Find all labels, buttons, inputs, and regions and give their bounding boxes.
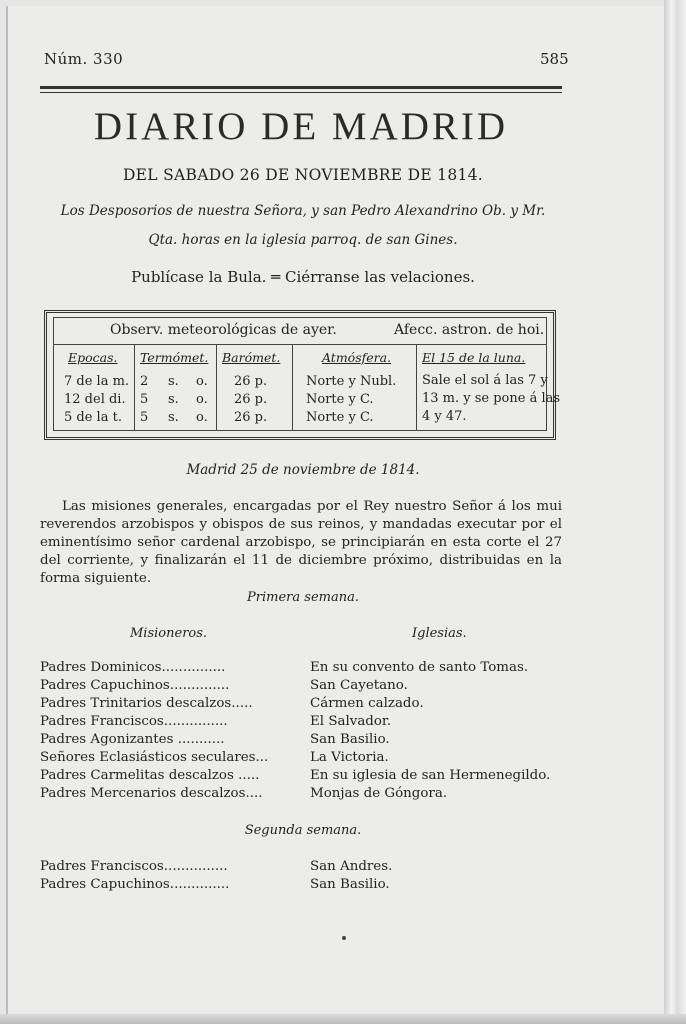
week1-title: Primera semana. <box>247 590 359 605</box>
missioner: Padres Agonizantes ........... <box>40 732 225 747</box>
church: Monjas de Góngora. <box>310 786 448 801</box>
list-item <box>40 678 580 696</box>
week2-title: Segunda semana. <box>244 823 362 838</box>
ink-spot <box>342 936 346 940</box>
list-item <box>40 732 580 750</box>
col-header-luna: El 15 de la luna. <box>422 350 526 365</box>
weather-temp-mark: o. <box>196 374 208 389</box>
church: En su convento de santo Tomas. <box>310 660 529 675</box>
weather-atmosphere: Norte y C. <box>306 392 374 407</box>
weather-epoca: 5 de la t. <box>64 410 122 425</box>
col-header-epocas: Epocas. <box>68 350 118 365</box>
list-item <box>40 750 580 768</box>
weather-temp: 5 <box>140 410 149 425</box>
church: San Andres. <box>310 859 393 874</box>
church: La Victoria. <box>310 750 389 765</box>
missioner: Señores Eclasiásticos seculares... <box>40 750 269 765</box>
weather-temp-unit: s. <box>168 392 179 407</box>
weather-epoca: 12 del di. <box>64 392 126 407</box>
missioner: Padres Mercenarios descalzos.... <box>40 786 263 801</box>
weather-atmosphere: Norte y Nubl. <box>306 374 397 389</box>
list-item <box>40 714 580 732</box>
church: San Basilio. <box>310 877 390 892</box>
weather-temp-unit: s. <box>168 410 179 425</box>
issue-number: Núm. 330 <box>44 50 124 68</box>
masthead-title: DIARIO DE MADRID <box>93 105 509 148</box>
weather-table <box>44 310 561 440</box>
church: San Cayetano. <box>310 678 408 693</box>
weather-table-inner <box>53 317 561 431</box>
list-item <box>40 877 580 895</box>
weather-temp-mark: o. <box>196 392 208 407</box>
weather-temp: 2 <box>140 374 149 389</box>
col-header-barometro: Barómet. <box>222 350 281 365</box>
col-header-churches: Iglesias. <box>412 626 467 641</box>
page-edge <box>664 0 686 1024</box>
weather-barometer: 26 p. <box>234 410 268 425</box>
list-item <box>40 859 580 877</box>
missioner: Padres Capuchinos.............. <box>40 877 230 892</box>
weather-temp-unit: s. <box>168 374 179 389</box>
col-header-missioners: Misioneros. <box>130 626 208 641</box>
church: San Basilio. <box>310 732 390 747</box>
list-item <box>40 696 580 714</box>
list-item <box>40 786 580 804</box>
missioner: Padres Franciscos............... <box>40 859 228 874</box>
missioner: Padres Franciscos............... <box>40 714 228 729</box>
week1-list <box>40 660 580 804</box>
week2-list <box>40 859 580 895</box>
missioner: Padres Trinitarios descalzos..... <box>40 696 253 711</box>
notice-line: Publícase la Bula. ═ Ciérranse las velaciones. <box>131 268 475 286</box>
header-rule-thin <box>40 92 562 93</box>
missioner: Padres Capuchinos.............. <box>40 678 230 693</box>
weather-right-heading: Afecc. astron. de hoi. <box>394 322 545 338</box>
weather-barometer: 26 p. <box>234 374 268 389</box>
weather-col-divider <box>416 345 417 430</box>
list-item <box>40 660 580 678</box>
page-bottom-edge <box>0 1014 686 1024</box>
church: El Salvador. <box>310 714 392 729</box>
weather-epoca: 7 de la m. <box>64 374 130 389</box>
weather-left-heading: Observ. meteorológicas de ayer. <box>110 322 337 338</box>
col-header-atmosfera: Atmósfera. <box>322 350 392 365</box>
weather-temp-mark: o. <box>196 410 208 425</box>
church: En su iglesia de san Hermenegildo. <box>310 768 551 783</box>
page-number: 585 <box>540 50 569 68</box>
church: Cármen calzado. <box>310 696 424 711</box>
weather-atmosphere: Norte y C. <box>306 410 374 425</box>
missions-paragraph-text: Las misiones generales, encargadas por el Rey nuestro Señor á los mui reverendos arzobispos y obispos de sus reinos, y mandadas executar por el eminentísimo señor cardenal arzobispo, se principiarán en esta corte el 27 del corriente, y finalizarán el 11 de diciembre próximo, distribuidas en la forma siguiente. <box>40 499 562 586</box>
weather-col-divider <box>216 345 217 430</box>
issue-date: DEL SABADO 26 DE NOVIEMBRE DE 1814. <box>122 166 484 184</box>
weather-col-divider <box>134 345 135 430</box>
feast-line-1: Los Desposorios de nuestra Señora, y san Pedro Alexandrino Ob. y Mr. <box>60 203 546 219</box>
missioner: Padres Dominicos............... <box>40 660 226 675</box>
feast-line-2: Qta. horas en la iglesia parroq. de san Gines. <box>148 232 458 248</box>
missioner: Padres Carmelitas descalzos ..... <box>40 768 260 783</box>
moon-sun-text: Sale el sol á las 7 y 13 m. y se pone á las 4 y 47. <box>422 373 561 424</box>
dateline: Madrid 25 de noviembre de 1814. <box>186 462 420 478</box>
weather-col-divider <box>292 345 293 430</box>
missions-paragraph <box>40 498 562 588</box>
header-rule <box>40 86 562 89</box>
weather-barometer: 26 p. <box>234 392 268 407</box>
weather-temp: 5 <box>140 392 149 407</box>
col-header-termometro: Termómet. <box>140 350 209 365</box>
weather-header-rule <box>54 344 546 345</box>
list-item <box>40 768 580 786</box>
